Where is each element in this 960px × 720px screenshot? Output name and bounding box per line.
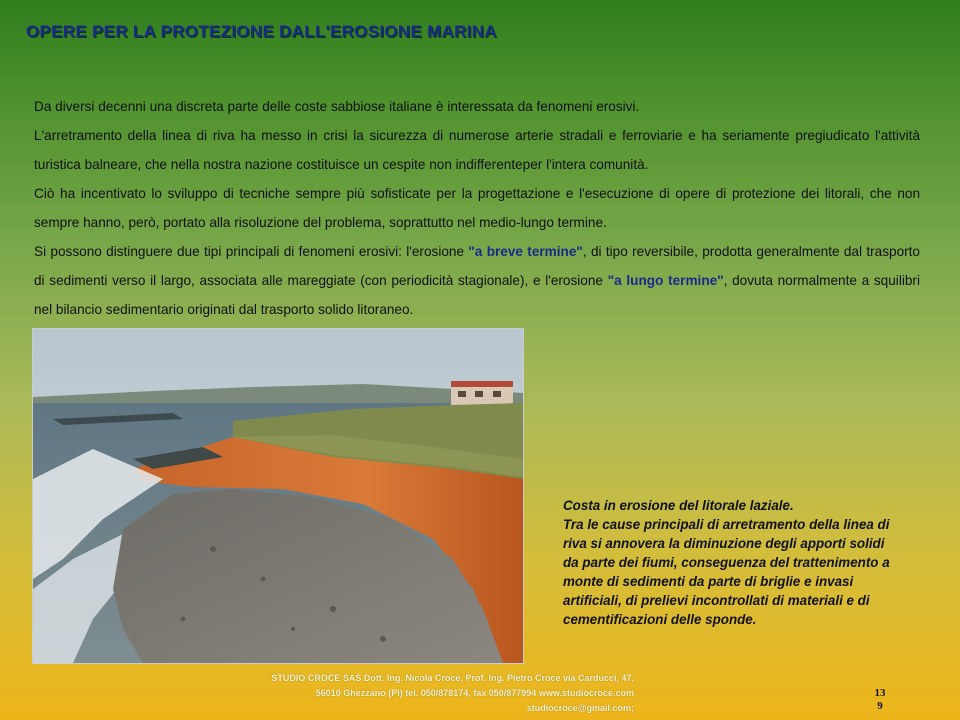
page-number-line-2: 9 — [877, 700, 883, 712]
body-text — [34, 92, 920, 324]
caption-body: Tra le cause principali di arretramento della linea di riva si annovera la diminuzione degli apporti solidi da parte dei fiumi, conseguenza del trattenimento a monte di sedimenti da parte di briglie e invasi artificiali, di prelievi incontrollati di materiali e di cementificazioni delle sponde. — [563, 517, 890, 627]
paragraph-4 — [34, 237, 920, 324]
paragraph-2: L'arretramento della linea di riva ha messo in crisi la sicurezza di numerose arterie stradali e ferroviarie e ha seriamente pregiudicato l'attività turistica balneare, che nella nostra nazione costituisce un cespite non indifferenteper l'intera comunità. — [34, 128, 920, 172]
paragraph-4-part-a: Si possono distinguere due tipi principali di fenomeni erosivi: l'erosione — [34, 244, 469, 259]
footer-line-1: STUDIO CROCE SAS Dott. Ing. Nicola Croce, Prof. Ing. Pietro Croce via Carducci, 47, — [271, 673, 634, 683]
paragraph-1: Da diversi decenni una discreta parte delle coste sabbiose italiane è interessata da fenomeni erosivi. — [34, 99, 640, 114]
long-term-erosion-term: "a lungo termine" — [607, 273, 724, 288]
short-term-erosion-term: "a breve termine" — [468, 244, 583, 259]
page-number-line-1: 13 — [874, 687, 886, 699]
paragraph-3: Ciò ha incentivato lo sviluppo di tecniche sempre più sofisticate per la progettazione e l'esecuzione di opere di protezione dei litorali, che non sempre hanno, però, portato alla risoluzione del problema, soprattutto nel medio-lungo termine. — [34, 186, 920, 230]
slide-title: OPERE PER LA PROTEZIONE DALL'EROSIONE MARINA — [26, 22, 497, 41]
caption-title: Costa in erosione del litorale laziale. — [563, 498, 794, 513]
paragraph-4-part-c: , dovuta normalmente a squilibri nel bilancio sedimentario originati dal trasporto solido litoraneo. — [34, 273, 920, 317]
footer-email: studiocroce@gmail.com; — [526, 703, 634, 713]
photo-caption — [563, 496, 903, 629]
footer — [130, 671, 634, 716]
paragraph-4-part-b: , di tipo reversibile, prodotta generalmente dal trasporto di sedimenti verso il largo, associata alle mareggiate (con periodicità stagionale), e l'erosione — [34, 244, 920, 288]
coastal-erosion-photo — [32, 328, 524, 664]
footer-line-2: 56010 Ghezzano (PI) tel. 050/878174, fax 050/877994 www.studiocroce.com — [315, 688, 634, 698]
page-number — [868, 687, 892, 713]
